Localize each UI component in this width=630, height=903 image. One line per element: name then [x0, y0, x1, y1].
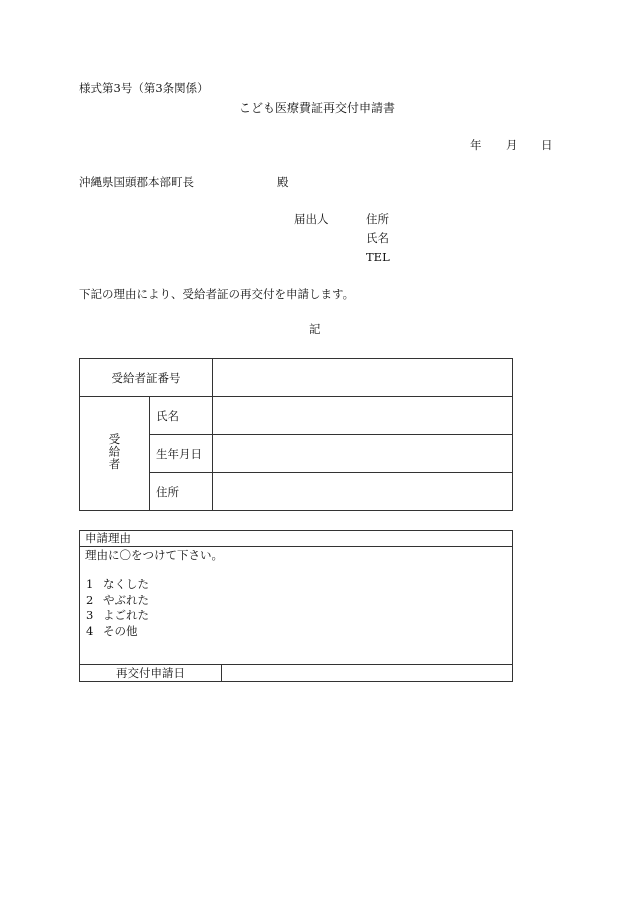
applicant-tel-label: TEL: [366, 250, 390, 264]
applicant-address-label: 住所: [366, 212, 389, 226]
name-label: 氏名: [150, 397, 213, 435]
date-day-label: 日: [541, 138, 553, 152]
addressee-honorific: 殿: [277, 175, 289, 189]
applicant-label: 届出人: [294, 212, 329, 226]
name-field[interactable]: [213, 397, 513, 435]
reissue-date-field[interactable]: [222, 665, 512, 681]
reissue-date-row: [80, 664, 512, 681]
certificate-number-field[interactable]: [213, 359, 513, 397]
date-month-label: 月: [506, 138, 518, 152]
form-number: 様式第3号（第3条関係）: [79, 81, 209, 95]
address-label: 住所: [150, 473, 213, 511]
reason-instruction: 理由に〇をつけて下さい。: [85, 548, 223, 562]
birthdate-label: 生年月日: [150, 435, 213, 473]
option-number: 1: [86, 577, 94, 591]
date-year-label: 年: [470, 138, 482, 152]
option-number: 2: [86, 592, 94, 607]
option-label: やぶれた: [103, 592, 149, 607]
request-sentence: 下記の理由により、受給者証の再交付を申請します。: [79, 287, 355, 301]
option-label: なくした: [103, 577, 149, 591]
reason-header: 申請理由: [80, 531, 512, 547]
reason-options-list: [86, 577, 149, 639]
applicant-name-label: 氏名: [366, 231, 389, 245]
ki-heading: 記: [309, 322, 321, 336]
birthdate-field[interactable]: [213, 435, 513, 473]
certificate-number-label: 受給者証番号: [80, 359, 213, 397]
option-label: その他: [103, 623, 138, 638]
reason-option-torn[interactable]: [86, 593, 149, 609]
page-title: こども医療費証再交付申請書: [239, 101, 396, 115]
recipient-info-table: [79, 358, 513, 511]
option-label: よごれた: [103, 608, 149, 622]
address-field[interactable]: [213, 473, 513, 511]
table-row: [80, 359, 513, 397]
reason-box: [79, 530, 513, 682]
recipient-label-cell: [80, 397, 150, 511]
reissue-date-label: 再交付申請日: [80, 665, 222, 681]
addressee-name: 沖縄県国頭郡本部町長: [79, 175, 194, 189]
option-number: 3: [86, 608, 94, 622]
option-number: 4: [86, 623, 94, 638]
reason-option-other[interactable]: [86, 624, 149, 640]
reason-option-lost[interactable]: [86, 577, 149, 593]
recipient-label: 受給者: [107, 433, 122, 471]
reason-option-soiled[interactable]: [86, 608, 149, 624]
table-row: [80, 397, 513, 435]
